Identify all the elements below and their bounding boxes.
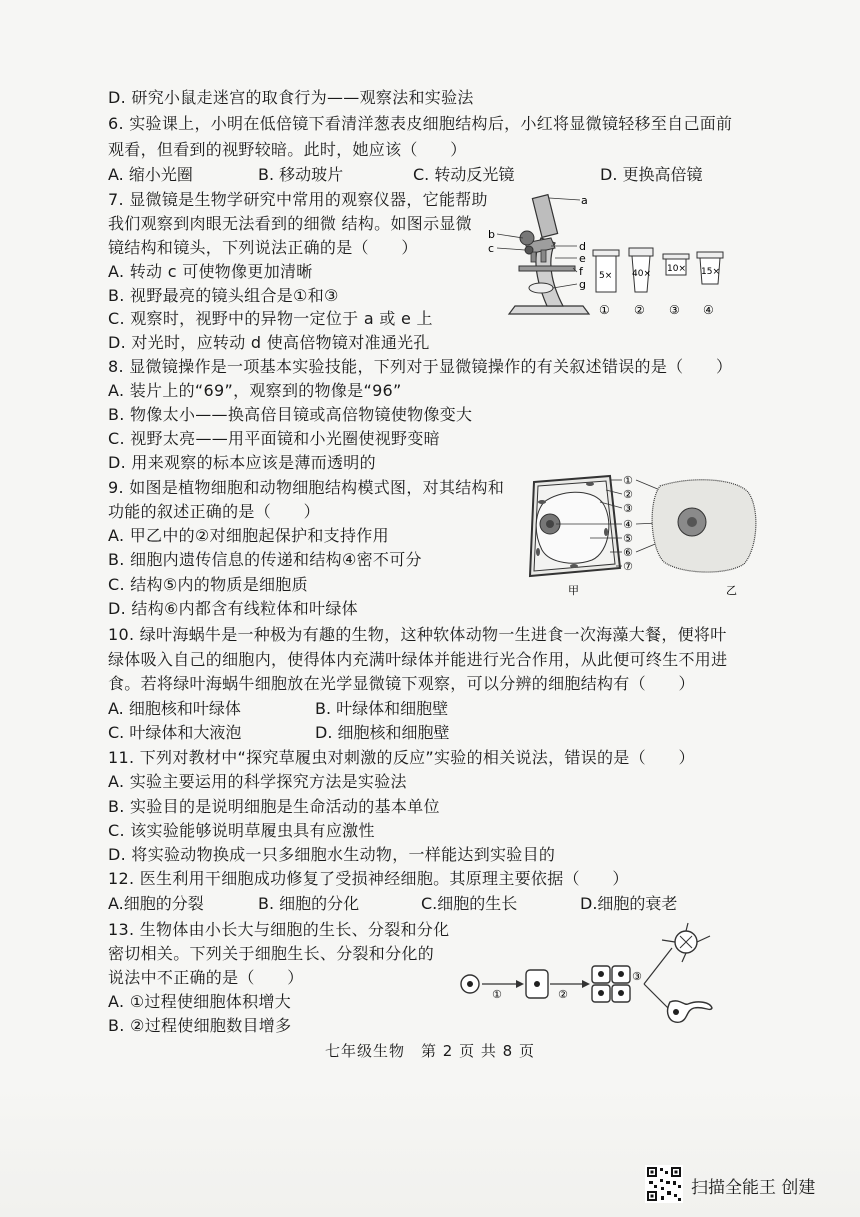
label-f: f xyxy=(579,265,583,278)
process-number-2: ② xyxy=(558,988,568,1001)
label-e: e xyxy=(579,252,586,265)
label-c: c xyxy=(488,242,495,255)
lens-4 xyxy=(697,252,723,284)
lens-number-4: ④ xyxy=(703,303,714,317)
process-number-3: ③ xyxy=(632,970,642,983)
q8-option-d: D. 用来观察的标本应该是薄而透明的 xyxy=(108,453,376,472)
cell-process-figure xyxy=(458,922,718,1032)
svg-text:40×: 40× xyxy=(632,269,651,279)
label-d: d xyxy=(579,240,586,253)
q11-option-b: B. 实验目的是说明细胞是生命活动的基本单位 xyxy=(108,797,440,816)
scanner-text: 扫描全能王 创建 xyxy=(691,1178,816,1198)
q6-option-c: C. 转动反光镜 xyxy=(413,165,515,184)
lens-number-3: ③ xyxy=(669,303,680,317)
q9-option-a: A. 甲乙中的②对细胞起保护和支持作用 xyxy=(108,526,389,545)
q7-option-b: B. 视野最亮的镜头组合是①和③ xyxy=(108,286,339,305)
q10-stem-2: 绿体吸入自己的细胞内，使得体内充满叶绿体并能进行光合作用，从此便可终生不用进 xyxy=(108,650,728,669)
q6-stem-1: 6. 实验课上，小明在低倍镜下看清洋葱表皮细胞结构后，小红将显微镜轻移至自己面前 xyxy=(108,114,733,133)
q11-option-d: D. 将实验动物换成一只多细胞水生动物，一样能达到实验目的 xyxy=(108,845,556,864)
q10-stem-1: 10. 绿叶海蜗牛是一种极为有趣的生物，这种软体动物一生进食一次海藻大餐，便将叶 xyxy=(108,625,727,644)
process-number-1: ① xyxy=(492,988,502,1001)
q6-stem-2: 观看，但看到的视野较暗。此时，她应该（ ） xyxy=(108,140,467,159)
lens-number-2: ② xyxy=(634,303,645,317)
lens-number-1: ① xyxy=(599,303,610,317)
cell-name-jia: 甲 xyxy=(568,584,579,597)
q7-option-a: A. 转动 c 可使物像更加清晰 xyxy=(108,262,313,281)
q7-stem-1: 7. 显微镜是生物学研究中常用的观察仪器，它能帮助 xyxy=(108,190,488,209)
cell-number-2: ② xyxy=(623,488,633,501)
q10-option-a: A. 细胞核和叶绿体 xyxy=(108,699,241,718)
lens-3 xyxy=(663,254,689,275)
cell-number-6: ⑥ xyxy=(623,546,633,559)
cell-number-1: ① xyxy=(623,474,633,487)
label-a: a xyxy=(581,194,588,207)
svg-text:10×: 10× xyxy=(667,264,686,274)
cell-number-4: ④ xyxy=(623,518,633,531)
label-g: g xyxy=(579,278,586,291)
animal-cell xyxy=(652,480,756,572)
q9-option-b: B. 细胞内遗传信息的传递和结构④密不可分 xyxy=(108,550,422,569)
q8-option-c: C. 视野太亮——用平面镜和小光圈使视野变暗 xyxy=(108,429,440,448)
cell-figure xyxy=(520,472,770,602)
q9-stem-2: 功能的叙述正确的是（ ） xyxy=(108,502,320,521)
q7-stem-3: 镜结构和镜头，下列说法正确的是（ ） xyxy=(108,238,418,257)
lens-2 xyxy=(629,248,653,292)
q13-option-a: A. ①过程使细胞体积增大 xyxy=(108,992,292,1011)
q10-stem-3: 食。若将绿叶海蜗牛细胞放在光学显微镜下观察，可以分辨的细胞结构有（ ） xyxy=(108,674,695,693)
microscope-figure xyxy=(485,188,735,328)
q9-option-c: C. 结构⑤内的物质是细胞质 xyxy=(108,575,308,594)
q8-stem: 8. 显微镜操作是一项基本实验技能，下列对于显微镜操作的有关叙述错误的是（ ） xyxy=(108,357,733,376)
q7-option-c: C. 观察时，视野中的异物一定位于 a 或 e 上 xyxy=(108,309,433,328)
q5-option-d: D. 研究小鼠走迷宫的取食行为——观察法和实验法 xyxy=(108,88,474,107)
q11-stem: 11. 下列对教材中“探究草履虫对刺激的反应”实验的相关说法，错误的是（ ） xyxy=(108,748,695,767)
q13-option-b: B. ②过程使细胞数目增多 xyxy=(108,1016,292,1035)
q10-option-c: C. 叶绿体和大液泡 xyxy=(108,723,242,742)
q12-option-a: A.细胞的分裂 xyxy=(108,894,204,913)
q10-option-b: B. 叶绿体和细胞壁 xyxy=(315,699,449,718)
q12-option-c: C.细胞的生长 xyxy=(421,894,518,913)
q11-option-c: C. 该实验能够说明草履虫具有应激性 xyxy=(108,821,375,840)
q8-option-a: A. 装片上的“69”，观察到的物像是“96” xyxy=(108,381,402,400)
cell-number-3: ③ xyxy=(623,502,633,515)
page-footer: 七年级生物 第 2 页 共 8 页 xyxy=(325,1042,535,1060)
q9-stem-1: 9. 如图是植物细胞和动物细胞结构模式图，对其结构和 xyxy=(108,478,505,497)
q12-stem: 12. 医生利用干细胞成功修复了受损神经细胞。其原理主要依据（ ） xyxy=(108,869,629,888)
q13-stem-3: 说法中不正确的是（ ） xyxy=(108,968,304,987)
q13-stem-1: 13. 生物体由小长大与细胞的生长、分裂和分化 xyxy=(108,920,450,939)
q10-option-d: D. 细胞核和细胞壁 xyxy=(315,723,450,742)
q8-option-b: B. 物像太小——换高倍目镜或高倍物镜使物像变大 xyxy=(108,405,473,424)
svg-text:5×: 5× xyxy=(599,271,613,281)
neuron-cell xyxy=(662,923,710,962)
q6-option-d: D. 更换高倍镜 xyxy=(600,165,703,184)
label-b: b xyxy=(488,228,495,241)
q6-option-a: A. 缩小光圈 xyxy=(108,165,193,184)
svg-text:15×: 15× xyxy=(701,267,720,277)
q7-option-d: D. 对光时，应转动 d 使高倍物镜对准通光孔 xyxy=(108,333,430,352)
q11-option-a: A. 实验主要运用的科学探究方法是实验法 xyxy=(108,772,407,791)
qr-code-icon xyxy=(645,1165,683,1203)
lens-1 xyxy=(593,250,619,292)
cell-number-5: ⑤ xyxy=(623,532,633,545)
q7-stem-2: 我们观察到肉眼无法看到的细微 结构。如图示显微 xyxy=(108,214,472,233)
q6-option-b: B. 移动玻片 xyxy=(258,165,344,184)
scanner-watermark xyxy=(645,1165,845,1205)
q13-stem-2: 密切相关。下列关于细胞生长、分裂和分化的 xyxy=(108,944,435,963)
elongated-cell xyxy=(668,1001,712,1022)
q12-option-d: D.细胞的衰老 xyxy=(580,894,678,913)
cell-name-yi: 乙 xyxy=(726,584,737,597)
plant-cell xyxy=(530,476,620,576)
q9-option-d: D. 结构⑥内都含有线粒体和叶绿体 xyxy=(108,599,358,618)
q12-option-b: B. 细胞的分化 xyxy=(258,894,360,913)
cell-number-7: ⑦ xyxy=(623,560,633,573)
